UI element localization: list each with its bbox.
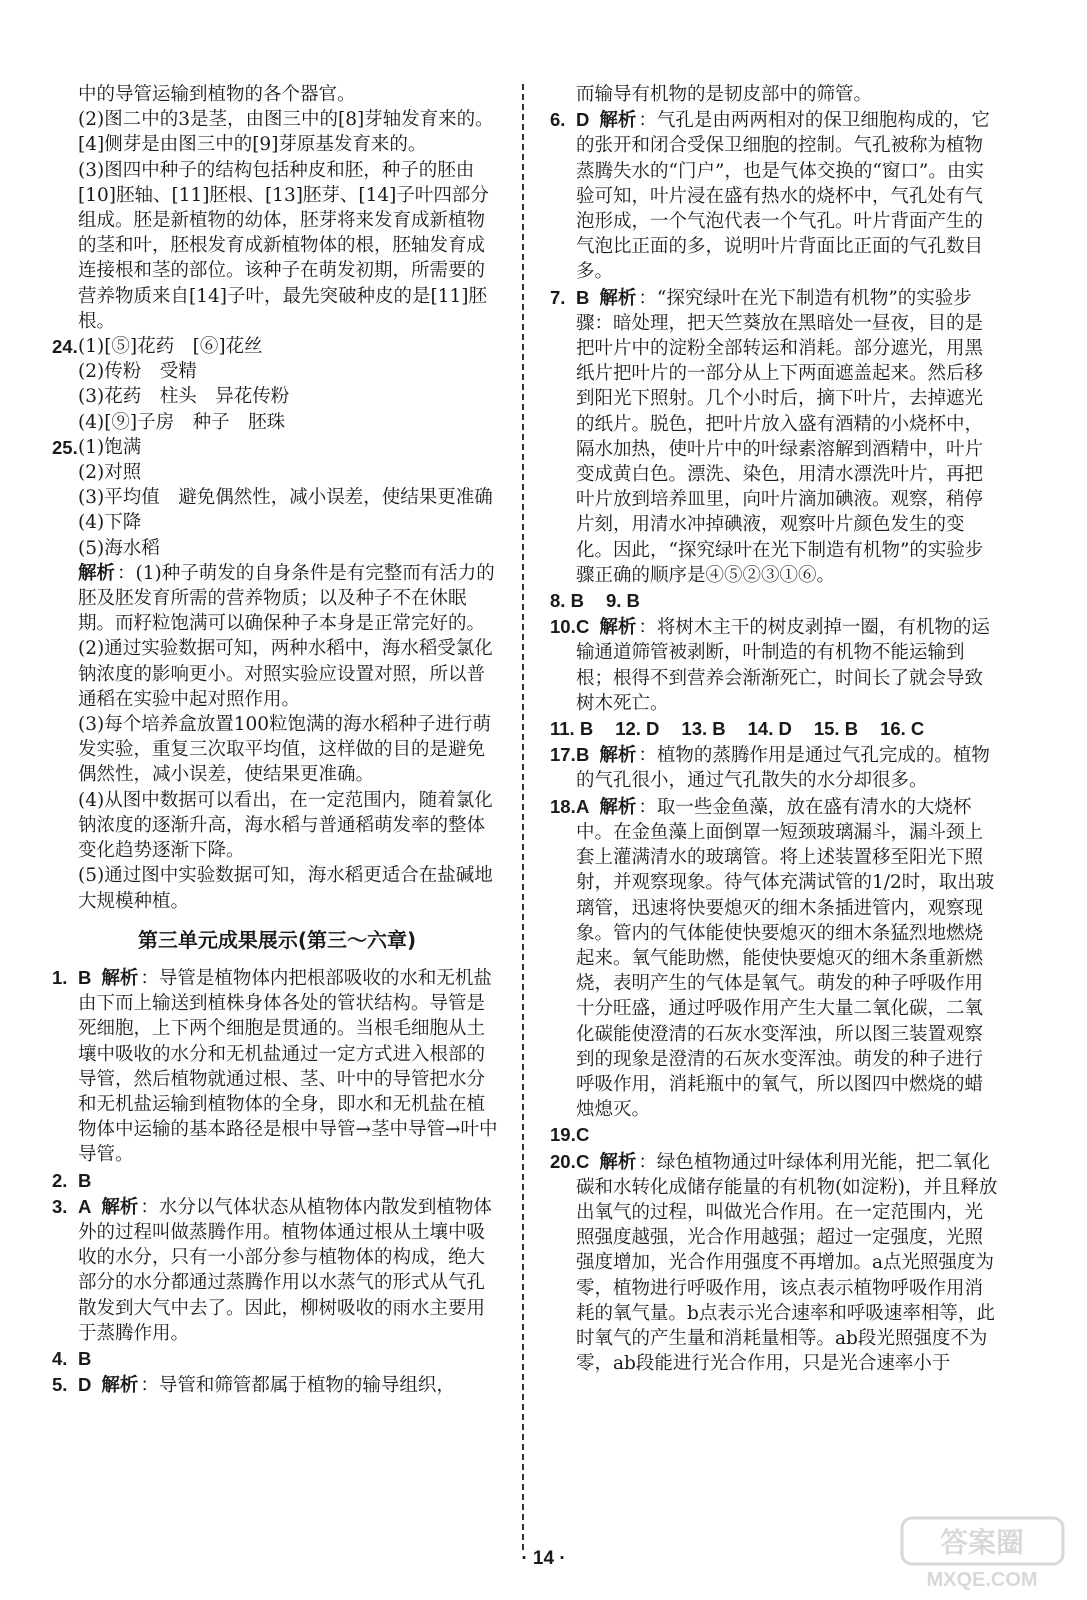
question-number: 10. (550, 616, 576, 638)
q23-continuation-3: (3)图四中种子的结构包括种皮和胚，种子的胚由[10]胚轴、[11]胚根、[13]胚芽、[14]子叶四部分组成。胚是新植物的幼体，胚芽将来发育成新植物的茎和叶，胚根发育成新植物体的根，胚轴发育成连接根和茎的部位。该种子在萌发初期，所需要的营养物质来自[14]子叶，最先突破种皮的是[11]胚根。 (78, 159, 489, 332)
answer-line: (5)海水稻 (78, 537, 160, 559)
question-1 (52, 965, 502, 1168)
analysis (78, 561, 502, 637)
analysis-text: (4)从图中数据可以看出，在一定范围内，随着氯化钠浓度的逐渐升高，海水稻与普通稻萌发率的整体变化趋势逐渐下降。 (78, 789, 493, 862)
answer-letter: D (78, 1374, 92, 1396)
question-17 (550, 742, 1000, 793)
answer-letter: D (576, 109, 590, 131)
analysis-label: 解析 (599, 287, 637, 309)
analysis-label: 解析 (599, 1151, 637, 1173)
answer-8: 8. B (550, 590, 584, 612)
question-number: 5. (52, 1374, 68, 1396)
answer-line: (1)饱满 (78, 436, 142, 458)
answer-14: 14. D (747, 718, 792, 740)
q23-continuation-1: 中的导管运输到植物的各个器官。 (78, 84, 356, 105)
question-10 (550, 614, 1000, 716)
answer-letter: B (78, 966, 92, 988)
analysis-text: (3)每个培养盒放置100粒饱满的海水稻种子进行萌发实验，重复三次取平均值，这样做的目的是避免偶然性，减小误差，使结果更准确。 (78, 714, 492, 786)
analysis-text: ：(1)种子萌发的自身条件是有完整而有活力的胚及胚发育所需的营养物质；以及种子不在休眠期。而籽粒饱满可以确保种子本身是正常完好的。 (78, 562, 495, 635)
analysis-text: ：绿色植物通过叶绿体利用光能，把二氧化碳和水转化成储存能量的有机物(如淀粉)，并且释放出氧气的过程，叫做光合作用。在一定范围内，光照强度越强，光合作用越强；超过一定强度，光照强度增加，光合作用强度不再增加。a点光照强度为零，植物进行呼吸作用，该点表示植物呼吸作用消耗的氧气量。b点表示光合速率和呼吸速率相等，此时氧气的产生量和消耗量相等。ab段光照强度不为零，ab段能进行光合作用，只是光合速率小于 (576, 1151, 998, 1375)
question-number: 17. (550, 744, 576, 766)
answer-letter: B (78, 1347, 92, 1369)
answer-16: 16. C (880, 718, 925, 740)
analysis-text: ：导管是植物体内把根部吸收的水和无机盐由下而上输送到植株身体各处的管状结构。导管是死细胞，上下两个细胞是贯通的。当根毛细胞从土壤中吸收的水分和无机盐通过一定方式进入根部的导管，然后植物就通过根、茎、叶中的导管把水分和无机盐运输到植物体的全身，即水和无机盐在植物体中运输的基本路径是根中导管→茎中导管→叶中导管。 (78, 967, 498, 1166)
question-number: 24. (52, 336, 78, 358)
question-20 (550, 1149, 1000, 1377)
question-number: 18. (550, 795, 576, 817)
question-number: 2. (52, 1169, 68, 1191)
analysis-text: (5)通过图中实验数据可知，海水稻更适合在盐碱地大规模种植。 (78, 865, 493, 912)
answer-letter: C (576, 1150, 590, 1172)
analysis-label: 解析 (599, 745, 637, 767)
question-number: 6. (550, 109, 566, 131)
question-24 (52, 334, 502, 435)
q5-continuation: 而输导有机物的是韧皮部中的筛管。 (576, 84, 873, 105)
answer-letter: A (576, 795, 590, 817)
answer-letter: B (576, 744, 590, 766)
column-divider (522, 84, 524, 1550)
question-number: 25. (52, 436, 78, 458)
analysis-text: ：取一些金鱼藻，放在盛有清水的大烧杯中。在金鱼藻上面倒罩一短颈玻璃漏斗，漏斗颈上套上灌满清水的玻璃管。将上述装置移至阳光下照射，并观察现象。待气体充满试管的1/2时，取出玻璃管，迅速将快要熄灭的细木条插进管内，观察现象。管内的气体能使快要熄灭的细木条猛烈地燃烧起来。氧气能助燃，能使快要熄灭的细木条重新燃烧，表明产生的气体是氧气。萌发的种子呼吸作用十分旺盛，通过呼吸作用产生大量二氧化碳，二氧化碳能使澄清的石灰水变浑浊，所以图三装置观察到的现象是澄清的石灰水变浑浊。萌发的种子进行呼吸作用，消耗瓶中的氧气，所以图四中燃烧的蜡烛熄灭。 (576, 796, 995, 1121)
question-number: 7. (550, 286, 566, 308)
answer-line: (2)传粉 受精 (78, 361, 197, 383)
question-number: 4. (52, 1347, 68, 1369)
question-4 (52, 1346, 502, 1372)
q23-continuation-2: (2)图二中的3是茎，由图三中的[8]芽轴发育来的。[4]侧芽是由图三中的[9]芽原基发育来的。 (78, 109, 494, 156)
question-number: 1. (52, 966, 68, 988)
question-18 (550, 794, 1000, 1123)
answer-line: (4)[⑨]子房 种子 胚珠 (78, 411, 286, 433)
answer-line: (1)[⑤]花药 [⑥]花丝 (78, 336, 263, 358)
questions-8-9 (550, 588, 1000, 614)
question-number: 19. (550, 1124, 576, 1146)
answer-15: 15. B (813, 718, 859, 740)
analysis-label: 解析 (78, 562, 116, 584)
analysis-label: 解析 (101, 1375, 139, 1397)
right-column (550, 82, 1000, 1376)
svg-text:MXQE.COM: MXQE.COM (926, 1569, 1038, 1591)
question-19 (550, 1122, 1000, 1148)
answer-letter: A (78, 1195, 92, 1217)
analysis-text: ：将树木主干的树皮剥掉一圈，有机物的运输通道筛管被剥断，叶制造的有机物不能运输到根；根得不到营养会渐渐死亡，时间长了就会导致树木死亡。 (576, 617, 990, 714)
left-column (52, 82, 502, 1398)
answer-line: (3)花药 柱头 异花传粉 (78, 386, 290, 408)
analysis-label: 解析 (599, 110, 637, 132)
answer-13: 13. B (681, 718, 726, 740)
question-2 (52, 1168, 502, 1194)
analysis-text: ：气孔是由两两相对的保卫细胞构成的，它的张开和闭合受保卫细胞的控制。气孔被称为植物蒸腾失水的“门户”，也是气体交换的“窗口”。由实验可知，叶片浸在盛有热水的烧杯中，气孔处有气泡形成，一个气泡代表一个气孔。叶片背面产生的气泡比正面的多，说明叶片背面比正面的气孔数目多。 (576, 110, 990, 283)
answer-12: 12. D (615, 718, 660, 740)
analysis-text: ：植物的蒸腾作用是通过气孔完成的。植物的气孔很小，通过气孔散失的水分却很多。 (576, 745, 990, 792)
analysis-text: ：导管和筛管都属于植物的输导组织， (140, 1375, 455, 1397)
answer-line: (3)平均值 避免偶然性，减小误差，使结果更准确 (78, 487, 493, 509)
answer-line: (4)下降 (78, 512, 142, 534)
answer-letter: B (576, 286, 590, 308)
question-6 (550, 107, 1000, 284)
answer-letter: C (576, 1124, 590, 1146)
answer-11: 11. B (550, 718, 594, 740)
question-number: 20. (550, 1150, 576, 1172)
watermark-logo (900, 1512, 1065, 1592)
answer-line: (2)对照 (78, 462, 142, 484)
analysis-text: ：“探究绿叶在光下制造有机物”的实验步骤：暗处理，把天竺葵放在黑暗处一昼夜，目的是把叶片中的淀粉全部转运和消耗。部分遮光，用黑纸片把叶片的一部分从上下两面遮盖起来。然后移到阳光下照射。几个小时后，摘下叶片，去掉遮光的纸片。脱色，把叶片放入盛有酒精的小烧杯中，隔水加热，使叶片中的叶绿素溶解到酒精中，叶片变成黄白色。漂洗、染色，用清水漂洗叶片，再把叶片放到培养皿里，向叶片滴加碘液。观察，稍停片刻，用清水冲掉碘液，观察叶片颜色发生的变化。因此，“探究绿叶在光下制造有机物”的实验步骤正确的顺序是④⑤②③①⑥。 (576, 287, 984, 586)
analysis-label: 解析 (599, 796, 637, 818)
answer-letter: C (576, 616, 590, 638)
page-number: · 14 · (521, 1548, 566, 1569)
question-7 (550, 285, 1000, 588)
question-5 (52, 1372, 502, 1398)
analysis-label: 解析 (101, 1196, 139, 1218)
section-title: 第三单元成果展示(第三～六章) (137, 927, 417, 952)
question-3 (52, 1194, 502, 1346)
analysis-label: 解析 (101, 967, 139, 989)
analysis-text: ：水分以气体状态从植物体内散发到植物体外的过程叫做蒸腾作用。植物体通过根从土壤中吸收的水分，只有一小部分参与植物体的构成，绝大部分的水分都通过蒸腾作用以水蒸气的形式从气孔散发到大气中去了。因此，柳树吸收的雨水主要用于蒸腾作用。 (78, 1196, 492, 1344)
analysis-text: (2)通过实验数据可知，两种水稻中，海水稻受氯化钠浓度的影响更小。对照实验应设置对照，所以普通稻在实验中起对照作用。 (78, 638, 493, 710)
question-number: 3. (52, 1195, 68, 1217)
questions-11-16 (550, 716, 1000, 742)
answer-letter: B (78, 1169, 92, 1191)
analysis-label: 解析 (599, 617, 637, 639)
svg-text:答案圈: 答案圈 (939, 1526, 1025, 1559)
question-25 (52, 435, 502, 914)
answer-9: 9. B (605, 590, 640, 612)
